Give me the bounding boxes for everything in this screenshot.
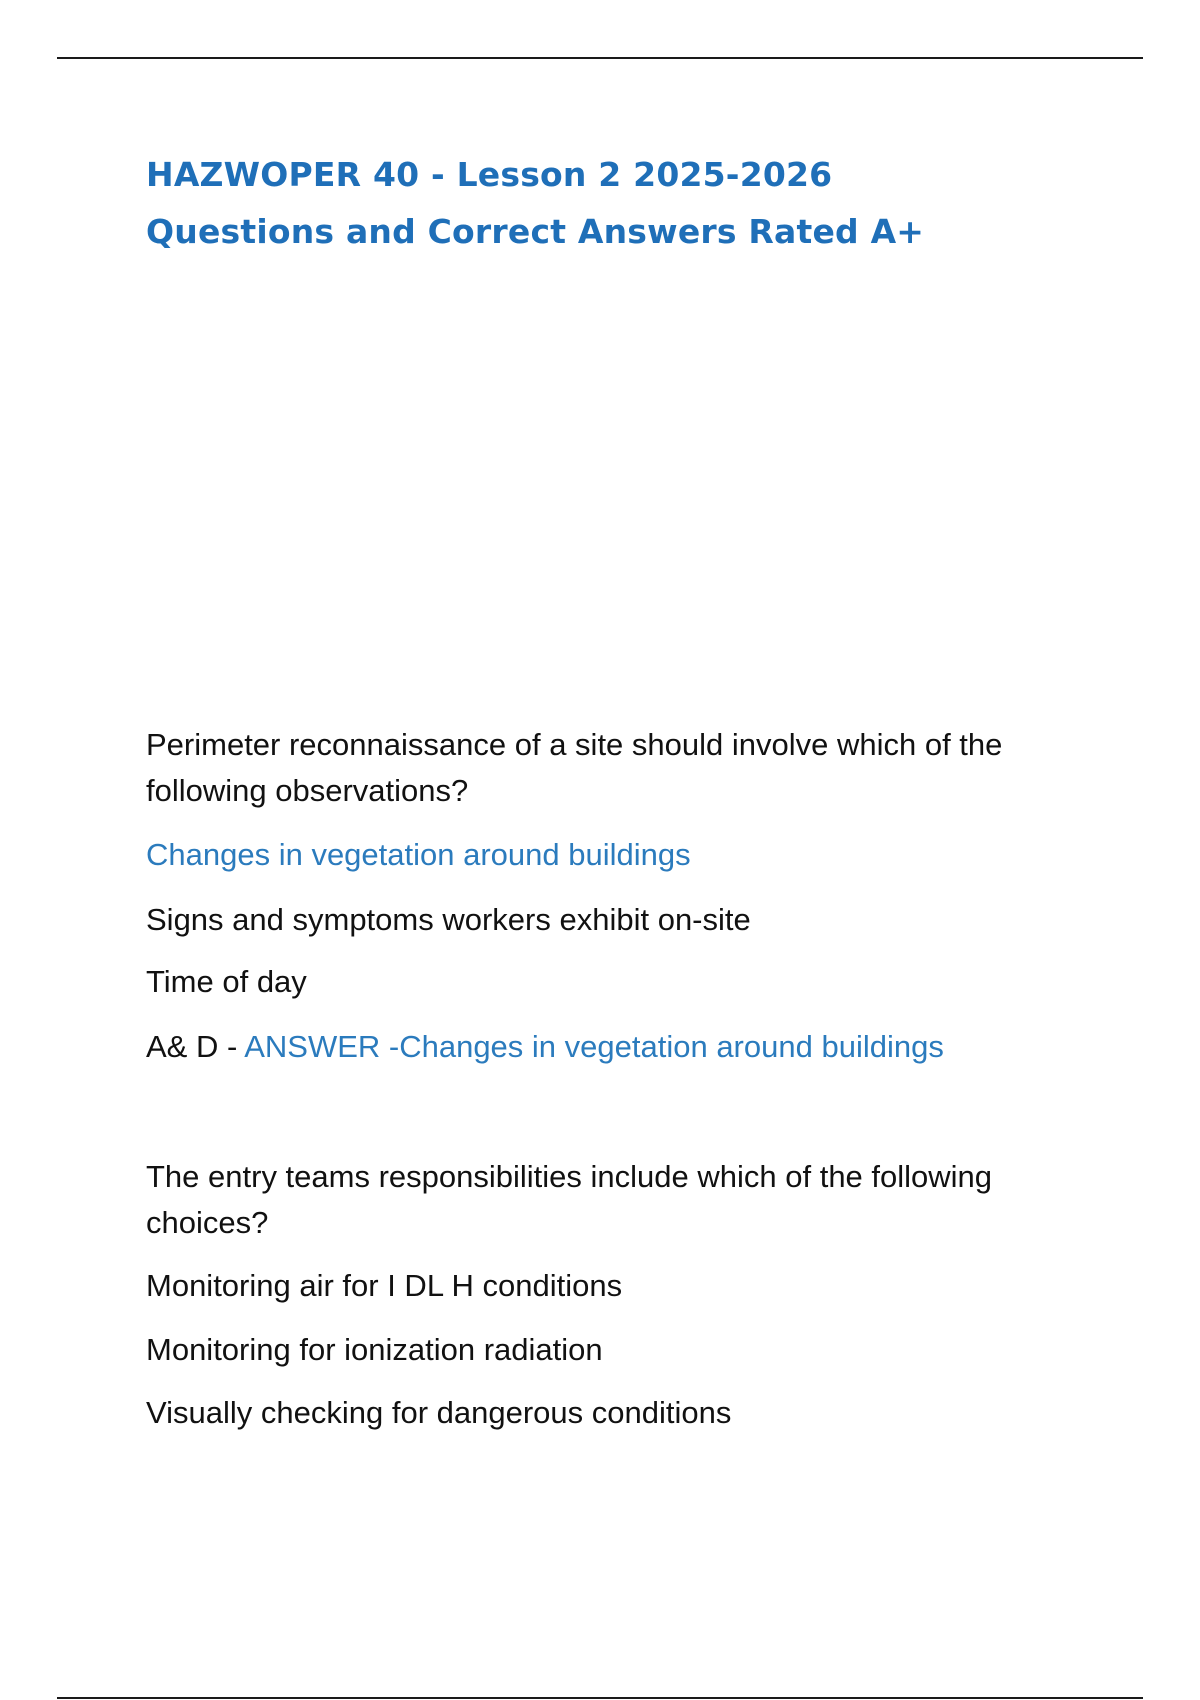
question-1-answer [146, 1027, 944, 1067]
document-title [146, 146, 1046, 260]
question-2-text: The entry teams responsibilities include which of the following choices? [146, 1159, 993, 1240]
title-line-2: Questions and Correct Answers Rated A+ [146, 212, 925, 251]
bottom-rule [57, 1697, 1143, 1699]
question-2-option-2: Monitoring for ionization radiation [146, 1332, 603, 1367]
top-rule [57, 57, 1143, 59]
question-1-option-3: Time of day [146, 964, 307, 999]
question-2-option-3: Visually checking for dangerous conditions [146, 1395, 732, 1430]
question-1-text: Perimeter reconnaissance of a site should involve which of the following observations? [146, 727, 1003, 808]
answer-text: ANSWER -Changes in vegetation around buildings [244, 1029, 944, 1064]
question-1-option-2: Signs and symptoms workers exhibit on-site [146, 902, 751, 937]
question-2-option-1: Monitoring air for I DL H conditions [146, 1268, 623, 1303]
title-line-1: HAZWOPER 40 - Lesson 2 2025-2026 [146, 155, 833, 194]
question-1-option-1: Changes in vegetation around buildings [146, 837, 691, 872]
answer-prefix: A& D - [146, 1029, 245, 1064]
